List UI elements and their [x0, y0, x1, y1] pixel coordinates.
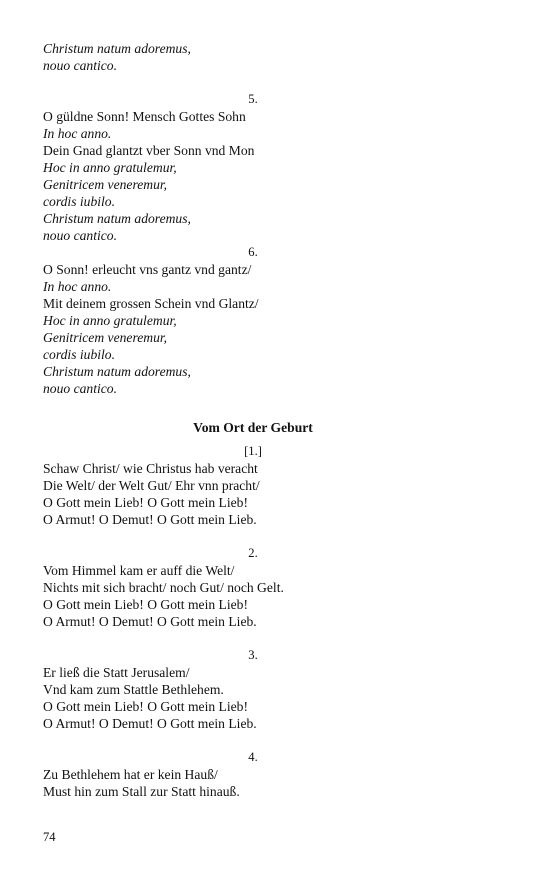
verse-line: Nichts mit sich bracht/ noch Gut/ noch Gelt. — [43, 580, 284, 595]
verse-line: Christum natum adoremus, — [43, 41, 191, 56]
verse-line: Hoc in anno gratulemur, — [43, 160, 177, 175]
verse-line: O Armut! O Demut! O Gott mein Lieb. — [43, 512, 257, 527]
verse-line: Hoc in anno gratulemur, — [43, 313, 177, 328]
stanza-gap — [43, 630, 463, 647]
verse-line: nouo cantico. — [43, 228, 117, 243]
verse-line: Dein Gnad glantzt vber Sonn vnd Mon — [43, 143, 255, 158]
verse-line: O Sonn! erleucht vns gantz vnd gantz/ — [43, 262, 252, 277]
verse-line: O Armut! O Demut! O Gott mein Lieb. — [43, 716, 257, 731]
verse-line: Christum natum adoremus, — [43, 364, 191, 379]
verse-line: cordis iubilo. — [43, 347, 115, 362]
verse-line: O Armut! O Demut! O Gott mein Lieb. — [43, 614, 257, 629]
verse-line: Zu Bethlehem hat er kein Hauß/ — [43, 767, 218, 782]
verse-line: Vom Himmel kam er auff die Welt/ — [43, 563, 235, 578]
stanza-number: [1.] — [244, 444, 262, 458]
stanza-number: 2. — [248, 546, 258, 560]
verse-line: Schaw Christ/ wie Christus hab veracht — [43, 461, 258, 476]
section-gap — [43, 397, 463, 414]
page-number: 74 — [43, 830, 56, 844]
stanza-gap — [43, 528, 463, 545]
verse-line: O Gott mein Lieb! O Gott mein Lieb! — [43, 495, 248, 510]
stanza-gap — [43, 732, 463, 749]
stanza-number: 6. — [248, 245, 258, 259]
verse-line: Must hin zum Stall zur Statt hinauß. — [43, 784, 240, 799]
section-title: Vom Ort der Geburt — [193, 420, 313, 435]
stanza-number: 3. — [248, 648, 258, 662]
verse-line: O güldne Sonn! Mensch Gottes Sohn — [43, 109, 246, 124]
verse-line: O Gott mein Lieb! O Gott mein Lieb! — [43, 597, 248, 612]
verse-line: Er ließ die Statt Jerusalem/ — [43, 665, 190, 680]
song-text — [43, 40, 463, 800]
verse-line: nouo cantico. — [43, 381, 117, 396]
verse-line: In hoc anno. — [43, 279, 112, 294]
verse-line: In hoc anno. — [43, 126, 112, 141]
verse-line: Christum natum adoremus, — [43, 211, 191, 226]
verse-line: Genitricem veneremur, — [43, 330, 168, 345]
verse-line: cordis iubilo. — [43, 194, 115, 209]
verse-line: Die Welt/ der Welt Gut/ Ehr vnn pracht/ — [43, 478, 260, 493]
stanza-number: 4. — [248, 750, 258, 764]
stanza-number: 5. — [248, 92, 258, 106]
verse-line: Vnd kam zum Stattle Bethlehem. — [43, 682, 224, 697]
verse-line: nouo cantico. — [43, 58, 117, 73]
verse-line: O Gott mein Lieb! O Gott mein Lieb! — [43, 699, 248, 714]
stanza-gap — [43, 74, 463, 91]
verse-line: Genitricem veneremur, — [43, 177, 168, 192]
verse-line: Mit deinem grossen Schein vnd Glantz/ — [43, 296, 259, 311]
